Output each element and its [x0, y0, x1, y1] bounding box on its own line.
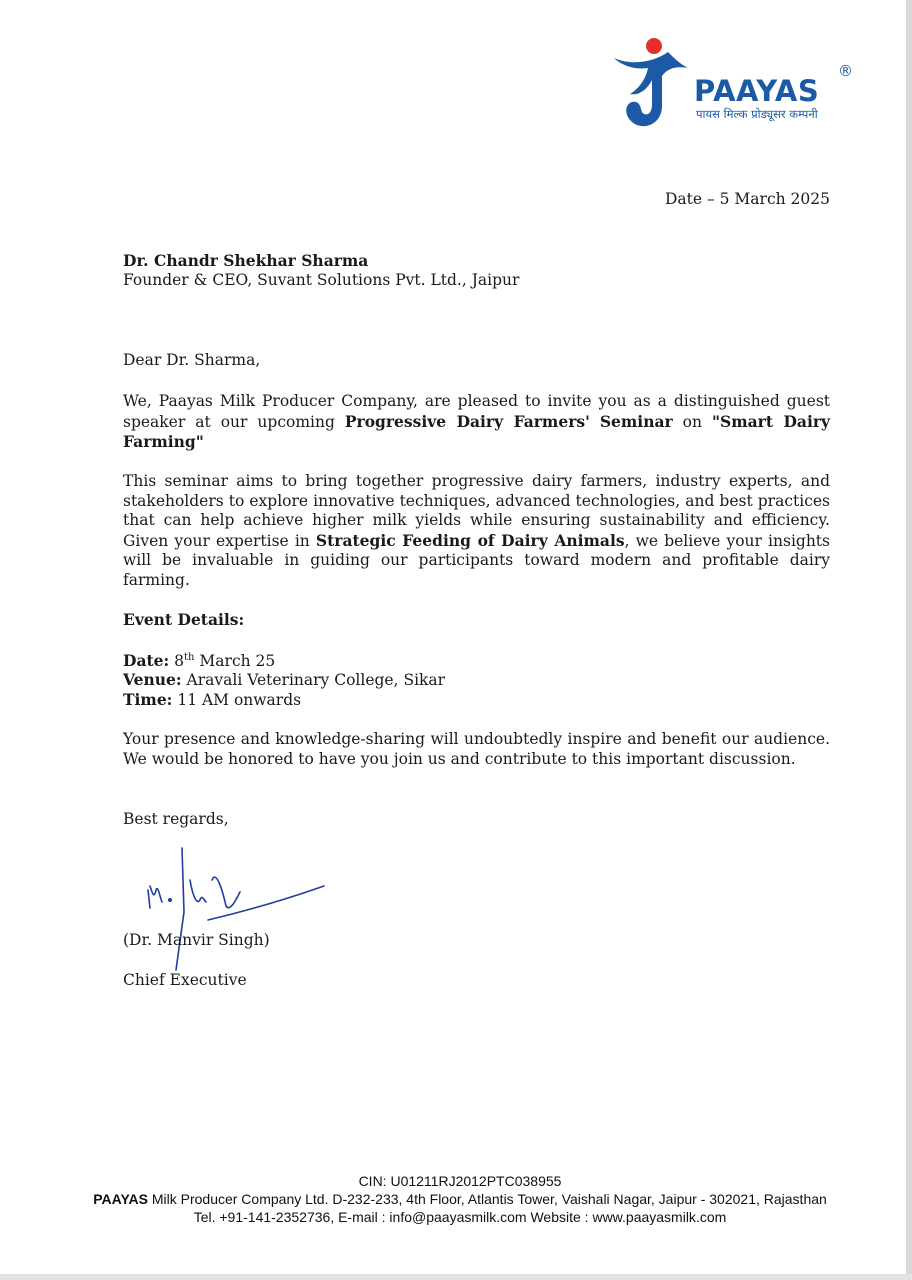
letter-date: Date – 5 March 2025 — [664, 190, 830, 208]
footer-cin: CIN: U01211RJ2012PTC038955 — [358, 1173, 562, 1189]
logo-wordmark: PAAYAS — [694, 74, 820, 108]
event-venue: Venue: Aravali Veterinary College, Sikar — [123, 670, 446, 689]
event-time: Time: 11 AM onwards — [123, 690, 302, 709]
logo-tagline: पायस मिल्क प्रोड्यूसर कम्पनी — [696, 107, 818, 121]
footer-brand: PAAYAS — [93, 1191, 148, 1207]
expertise-bold: Strategic Feeding of Dairy Animals — [315, 530, 625, 550]
logo-figure-icon — [610, 36, 700, 136]
event-date: Date: 8th March 25 — [123, 651, 276, 670]
company-logo — [610, 36, 860, 136]
recipient-title: Founder & CEO, Suvant Solutions Pvt. Ltd., Jaipur — [123, 271, 520, 289]
page-edge-shadow — [906, 0, 912, 1280]
recipient-name: Dr. Chandr Shekhar Sharma — [123, 251, 369, 270]
seminar-title-bold: Progressive Dairy Farmers' — [344, 411, 590, 431]
handwritten-signature — [130, 840, 330, 975]
closing-greeting: Best regards, — [123, 810, 229, 828]
signer-title: Chief Executive — [123, 971, 247, 989]
seminar-topic-bold: "Smart Dairy Farming" — [123, 411, 831, 452]
footer-address: PAAYAS Milk Producer Company Ltd. D-232-233, 4th Floor, Atlantis Tower, Vaishali Nagar, Jaipur - 302021, Rajasthan — [93, 1191, 827, 1207]
page-bottom-shadow — [0, 1274, 912, 1280]
registered-mark: ® — [838, 62, 853, 80]
event-details-heading: Event Details: — [123, 610, 245, 629]
seminar-description-paragraph: This seminar aims to bring together progressive dairy farmers, industry experts, and stakeholders to explore innovative techniques, advanced technologies, and best practices that can help achieve higher milk yields while ensuring sustainability and efficiency. Given your expertise in Strategic Feeding of Dairy Animals, we believe your insights will be invaluable in guiding our participants toward modern and profitable dairy farming. — [123, 472, 830, 589]
footer-contact: Tel. +91-141-2352736, E-mail : info@paayasmilk.com Website : www.paayasmilk.com — [193, 1209, 727, 1225]
closing-paragraph: Your presence and knowledge-sharing will undoubtedly inspire and benefit our audience. We would be honored to have you join us and contribute to this important discussion. — [123, 730, 830, 768]
invitation-paragraph: We, Paayas Milk Producer Company, are pleased to invite you as a distinguished guest speaker at our upcoming Progressive Dairy Farmers' Seminar on "Smart Dairy Farming" — [123, 392, 831, 452]
salutation: Dear Dr. Sharma, — [123, 351, 261, 369]
signer-name: (Dr. Manvir Singh) — [123, 931, 270, 949]
